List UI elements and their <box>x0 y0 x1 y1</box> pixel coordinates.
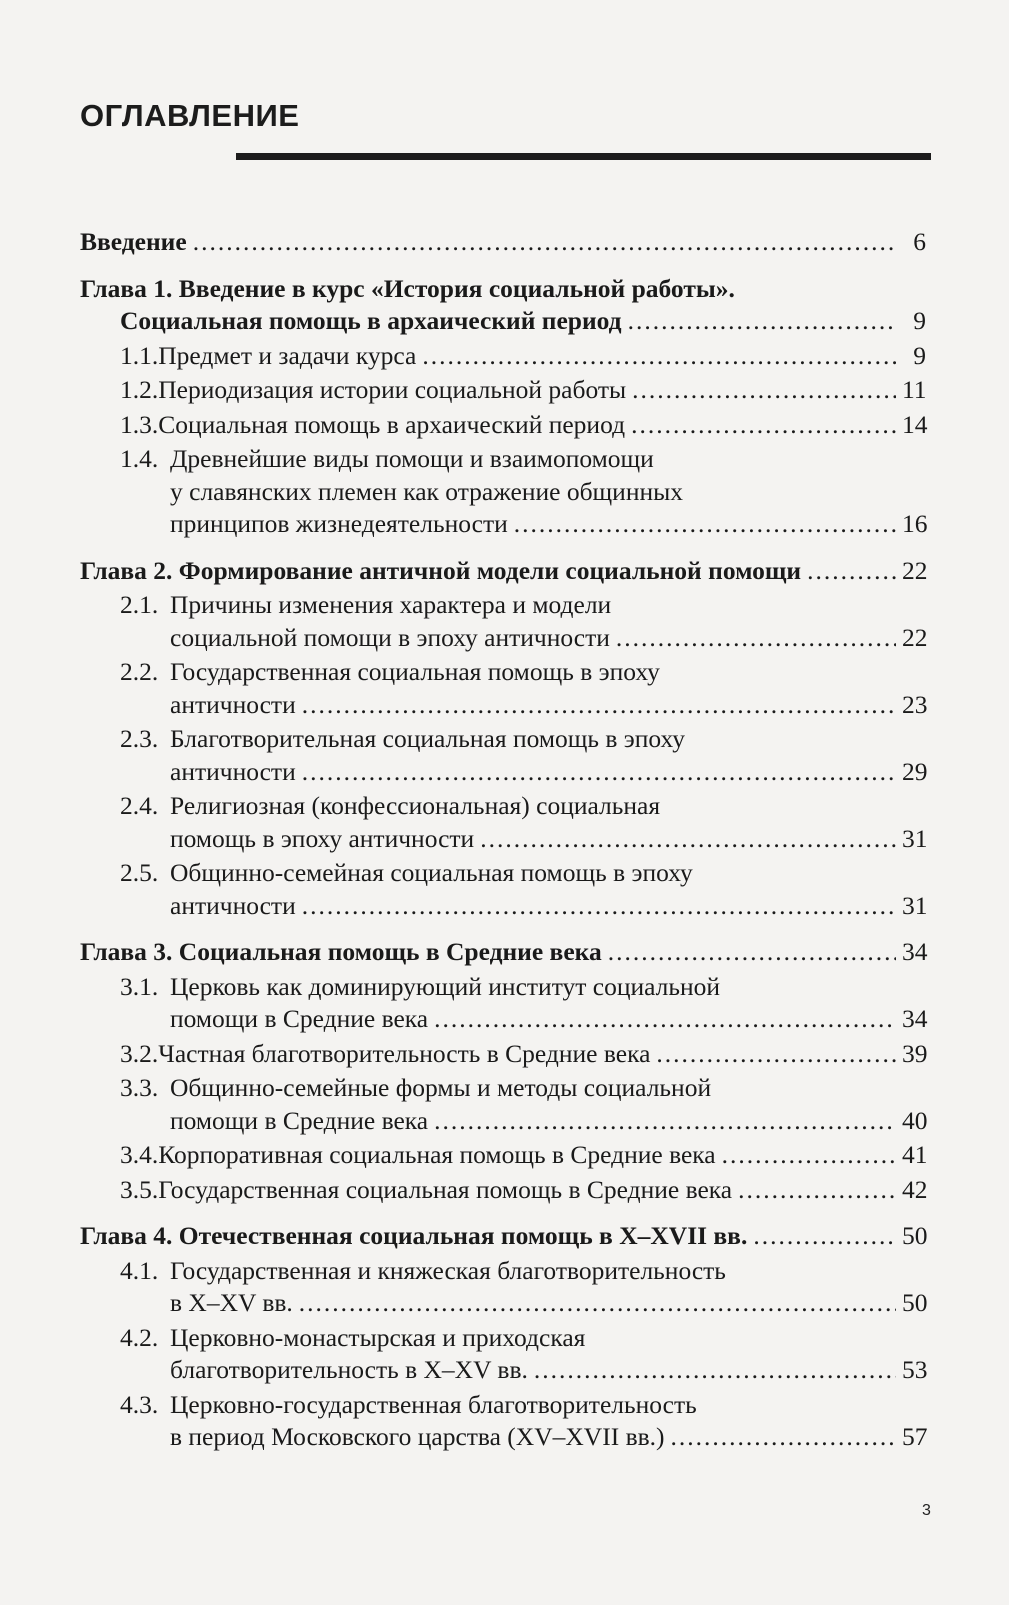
section-number: 1.4. <box>120 444 159 473</box>
leader-dots <box>302 756 896 789</box>
toc-section <box>80 656 926 721</box>
toc-line <box>80 443 926 476</box>
leader-dots <box>514 508 896 541</box>
toc-entry-title: античности <box>170 756 296 786</box>
toc-entry-title: Древнейшие виды помощи и взаимопомощи <box>170 444 654 473</box>
toc-page-number: 42 <box>902 1174 928 1204</box>
toc-line <box>80 1105 926 1138</box>
toc-entry-title: благотворительность в X–XV вв. <box>170 1355 528 1384</box>
toc-line <box>80 890 926 923</box>
leader-dots <box>631 409 896 442</box>
section-number: 1.3. <box>120 409 159 439</box>
toc-line <box>80 622 926 655</box>
toc-line <box>80 1255 926 1288</box>
toc-line <box>80 273 926 306</box>
toc-line <box>80 555 926 588</box>
toc-page-number: 6 <box>913 227 926 256</box>
section-number: 1.1. <box>120 340 159 370</box>
leader-dots <box>302 890 896 923</box>
leader-dots <box>738 1174 896 1207</box>
toc-entry-title: Глава 3. Социальная помощь в Средние века <box>80 937 602 966</box>
toc-page-number: 57 <box>902 1422 928 1451</box>
toc-entry-title: Церковно-государственная благотворительность <box>170 1389 697 1419</box>
section-number: 3.1. <box>120 971 159 1001</box>
toc-section <box>80 1072 926 1137</box>
section-number: 4.1. <box>120 1255 159 1285</box>
leader-dots <box>480 823 896 856</box>
toc-entry-title: Общинно-семейная социальная помощь в эпоху <box>170 858 693 887</box>
toc-chapter <box>80 936 926 969</box>
toc-page-number: 50 <box>902 1288 928 1317</box>
toc-entry-title: помощь в эпоху античности <box>170 823 475 853</box>
toc-page-number: 22 <box>902 555 928 585</box>
section-number: 2.3. <box>120 724 159 753</box>
toc-entry-title: Введение <box>80 227 187 256</box>
toc-line <box>80 1389 926 1422</box>
section-number: 3.2. <box>120 1038 159 1068</box>
toc-section <box>80 1255 926 1320</box>
toc-section <box>80 723 926 788</box>
toc-line <box>80 1139 926 1172</box>
toc-line <box>80 823 926 856</box>
leader-dots <box>753 1220 896 1253</box>
toc-entry-title: Государственная и княжеская благотворительность <box>170 1255 726 1285</box>
section-number: 1.2. <box>120 375 159 404</box>
toc-line <box>80 790 926 823</box>
toc-line <box>80 857 926 890</box>
leader-dots <box>628 305 896 338</box>
toc-entry-title: Причины изменения характера и модели <box>170 590 612 619</box>
toc-entry-title: в период Московского царства (XV–XVII вв.) <box>170 1422 665 1451</box>
toc-chapter <box>80 1220 926 1253</box>
toc-page-number: 9 <box>913 340 926 370</box>
leader-dots <box>671 1421 896 1454</box>
leader-dots <box>722 1139 896 1172</box>
page-heading: ОГЛАВЛЕНИЕ <box>80 98 300 133</box>
toc-line <box>80 1072 926 1105</box>
section-number: 3.5. <box>120 1174 159 1204</box>
leader-dots <box>632 374 896 407</box>
toc-section <box>80 971 926 1036</box>
leader-dots <box>434 1003 896 1036</box>
toc-page-number: 53 <box>902 1355 928 1384</box>
toc-section <box>80 1322 926 1387</box>
leader-dots <box>299 1287 896 1320</box>
toc-line <box>80 1421 926 1454</box>
heading-rule <box>236 153 931 160</box>
leader-dots <box>656 1038 896 1071</box>
toc-entry-title: античности <box>170 689 296 719</box>
toc-line <box>80 476 926 509</box>
toc-section <box>80 1174 926 1207</box>
leader-dots <box>434 1105 896 1138</box>
toc-line <box>80 374 926 407</box>
toc-line <box>80 409 926 442</box>
toc-entry-title: у славянских племен как отражение общинных <box>170 476 684 506</box>
toc-section <box>80 857 926 922</box>
toc-page-number: 34 <box>902 1004 928 1033</box>
toc-section <box>80 340 926 373</box>
toc-page-number: 50 <box>902 1221 928 1250</box>
leader-dots <box>302 689 896 722</box>
section-number: 4.2. <box>120 1322 159 1352</box>
leader-dots <box>616 622 896 655</box>
toc-entry-title: Церковь как доминирующий институт социальной <box>170 971 721 1001</box>
toc-page-number: 11 <box>902 375 927 404</box>
toc-line <box>80 305 926 338</box>
toc-entry-title: Общинно-семейные формы и методы социальной <box>170 1073 712 1102</box>
toc-entry-title: социальной помощи в эпоху античности <box>170 622 610 652</box>
toc-page-number: 14 <box>902 409 928 439</box>
toc-entry-title: Глава 2. Формирование античной модели социальной помощи <box>80 555 802 585</box>
toc-line <box>80 656 926 689</box>
toc-section <box>80 589 926 654</box>
toc-page-number: 16 <box>902 509 928 538</box>
toc-entry-title: Частная благотворительность в Средние века <box>158 1038 651 1068</box>
toc-line <box>80 1354 926 1387</box>
toc-entry-title: Церковно-монастырская и приходская <box>170 1322 586 1352</box>
toc-entry-title: помощи в Средние века <box>170 1004 429 1033</box>
toc-entry-title: Предмет и задачи курса <box>158 340 417 370</box>
toc-entry-title: Государственная социальная помощь в Средние века <box>158 1174 733 1204</box>
toc-section <box>80 1139 926 1172</box>
toc-section <box>80 1389 926 1454</box>
toc-line <box>80 1174 926 1207</box>
toc-page-number: 40 <box>902 1105 928 1135</box>
toc-page-number: 9 <box>913 306 926 335</box>
toc-line <box>80 340 926 373</box>
toc-line <box>80 1220 926 1253</box>
toc-entry-title: Социальная помощь в архаический период <box>158 409 626 439</box>
section-number: 3.4. <box>120 1140 159 1169</box>
toc-section <box>80 374 926 407</box>
toc-chapter <box>80 273 926 338</box>
page-number: 3 <box>922 1502 931 1519</box>
leader-dots <box>608 936 896 969</box>
toc-section <box>80 409 926 442</box>
toc-line <box>80 589 926 622</box>
toc-entry-title: Государственная социальная помощь в эпоху <box>170 657 660 686</box>
toc-line <box>80 1322 926 1355</box>
toc-page-number: 39 <box>902 1038 928 1068</box>
section-number: 2.5. <box>120 858 159 887</box>
leader-dots <box>807 555 896 588</box>
section-number: 2.4. <box>120 791 159 820</box>
toc-line <box>80 756 926 789</box>
toc-line <box>80 1038 926 1071</box>
toc-entry-title: в X–XV вв. <box>170 1288 293 1317</box>
leader-dots <box>534 1354 896 1387</box>
toc-line <box>80 723 926 756</box>
leader-dots <box>422 340 896 373</box>
toc-entry-title: помощи в Средние века <box>170 1105 429 1135</box>
section-number: 4.3. <box>120 1389 159 1419</box>
toc-line <box>80 1287 926 1320</box>
toc-page-number: 34 <box>902 937 928 966</box>
section-number: 2.1. <box>120 590 159 619</box>
toc-page-number: 31 <box>902 823 928 853</box>
toc-section <box>80 443 926 541</box>
toc-entry-title: Корпоративная социальная помощь в Средние века <box>158 1140 716 1169</box>
toc-entry-title: античности <box>170 890 296 920</box>
toc-section <box>80 1038 926 1071</box>
toc-page-number: 23 <box>902 689 928 719</box>
toc-page-number: 31 <box>902 890 928 920</box>
toc-section <box>80 790 926 855</box>
table-of-contents <box>80 226 926 1454</box>
toc-chapter <box>80 555 926 588</box>
toc-line <box>80 508 926 541</box>
toc-page-number: 41 <box>902 1140 928 1169</box>
toc-line <box>80 226 926 259</box>
toc-line <box>80 1003 926 1036</box>
toc-entry-title: Периодизация истории социальной работы <box>158 375 627 404</box>
section-number: 2.2. <box>120 657 159 686</box>
leader-dots <box>193 226 896 259</box>
toc-entry-title: Глава 4. Отечественная социальная помощь в X–XVII вв. <box>80 1221 748 1250</box>
section-number: 3.3. <box>120 1073 159 1102</box>
toc-entry-title: Религиозная (конфессиональная) социальная <box>170 791 661 820</box>
toc-page-number: 29 <box>902 756 928 786</box>
toc-line <box>80 936 926 969</box>
toc-page-number: 22 <box>902 622 928 652</box>
toc-line <box>80 689 926 722</box>
toc-entry-title: Социальная помощь в архаический период <box>120 306 622 335</box>
toc-entry-title: принципов жизнедеятельности <box>170 509 508 538</box>
toc-entry-title: Благотворительная социальная помощь в эпоху <box>170 724 686 753</box>
toc-intro <box>80 226 926 259</box>
toc-line <box>80 971 926 1004</box>
toc-entry-title: Глава 1. Введение в курс «История социальной работы». <box>80 273 735 303</box>
